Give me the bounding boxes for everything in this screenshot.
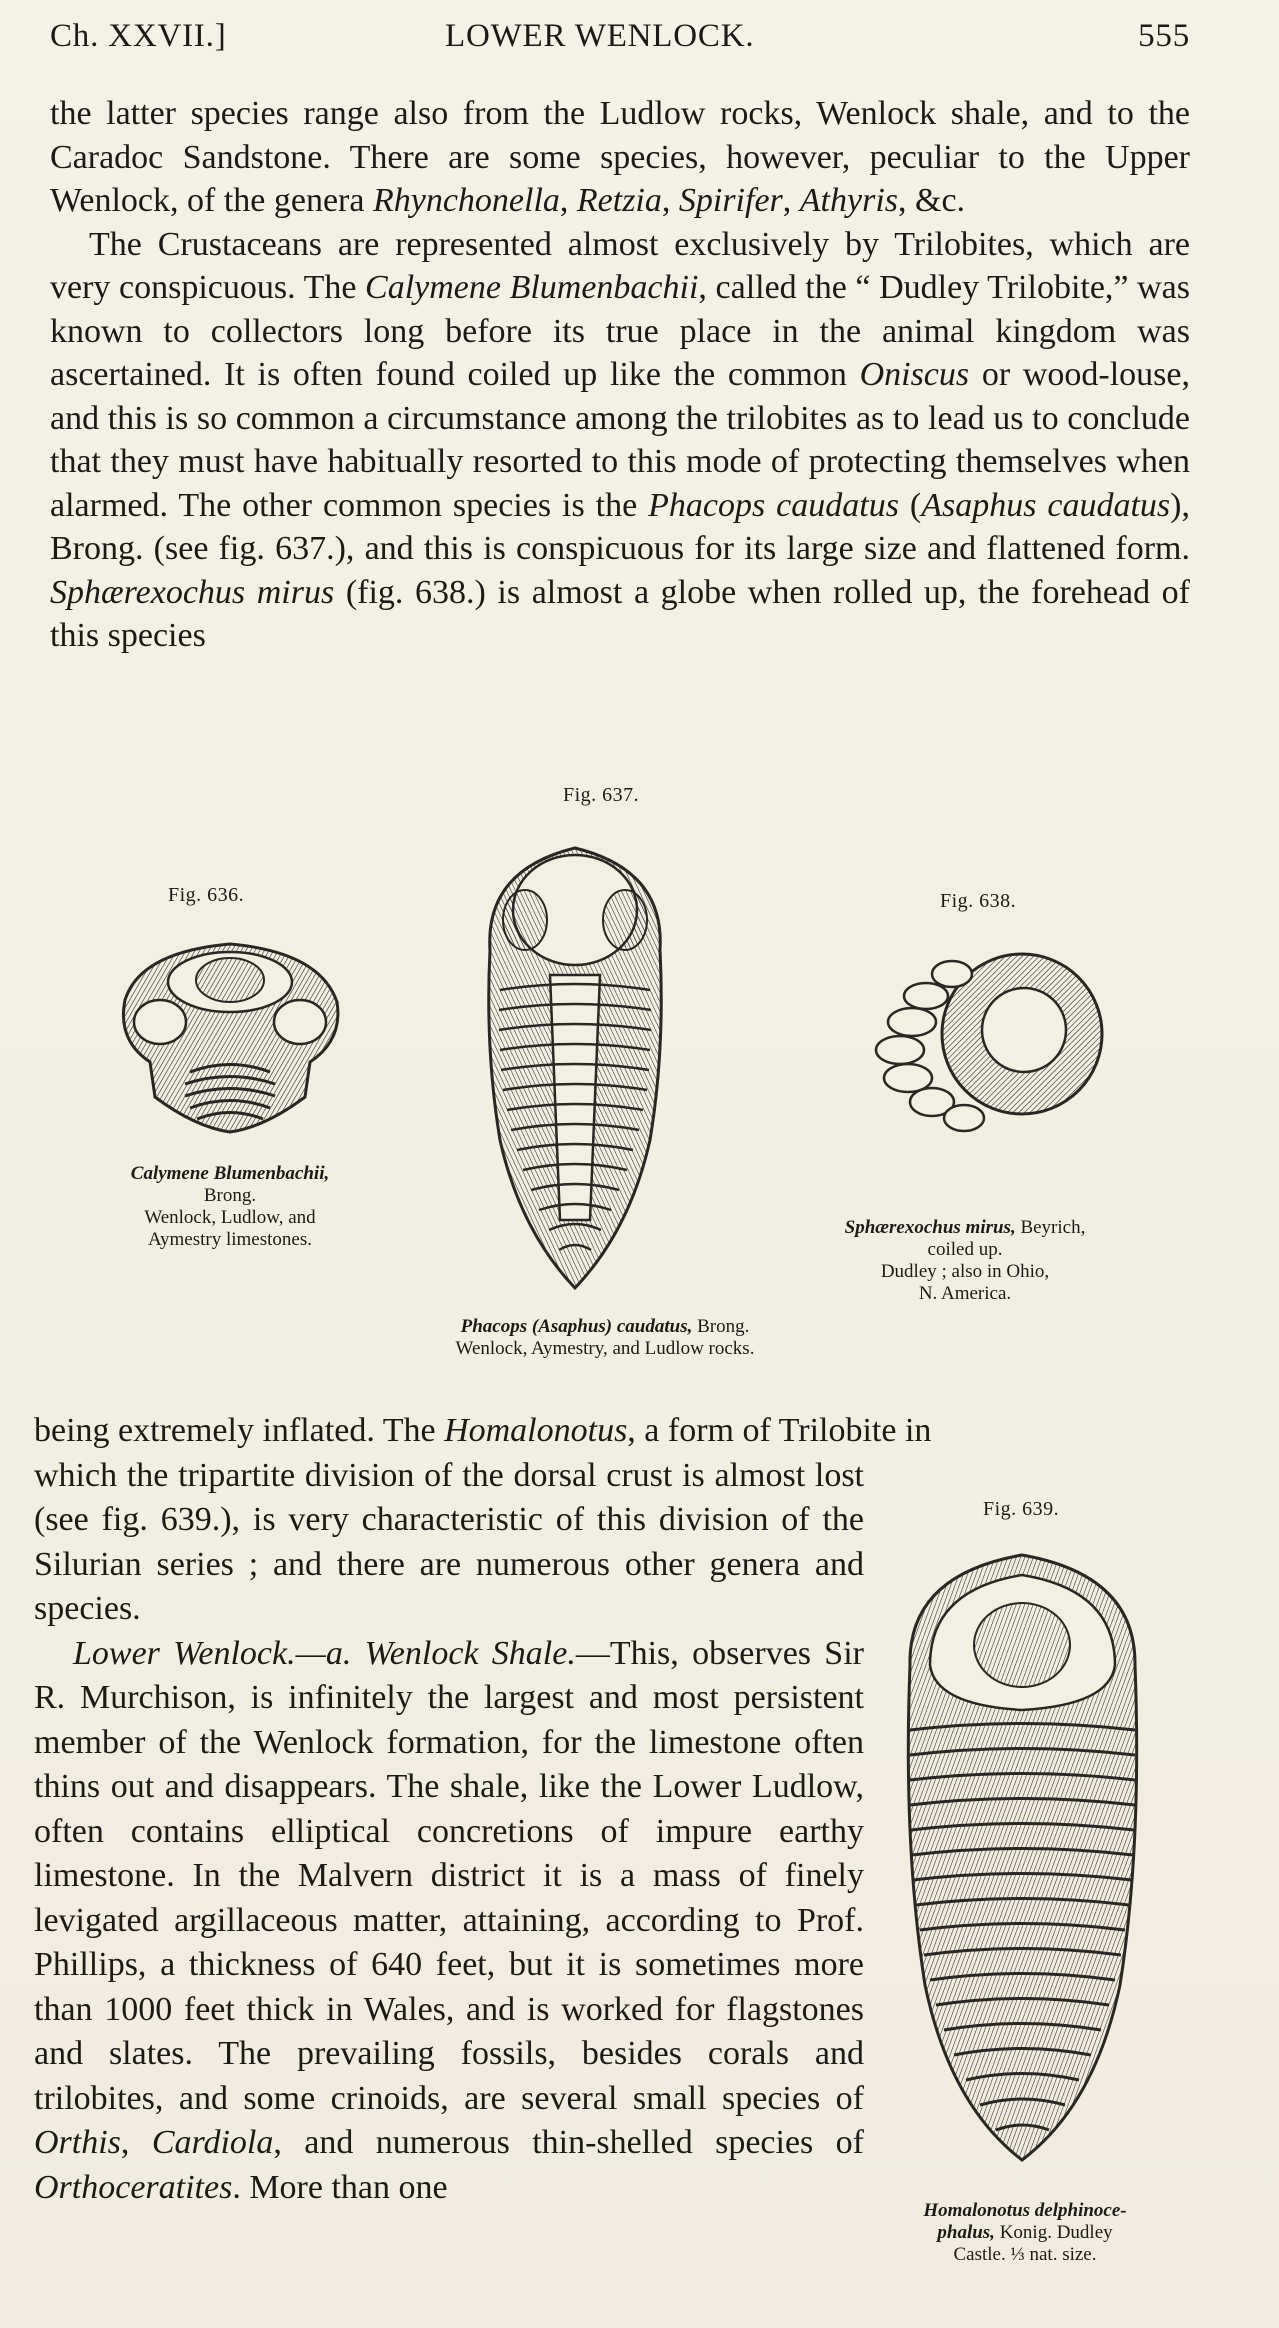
fig-636-label: Fig. 636. [168,884,245,906]
paragraph-3-first-line [34,1409,1179,1454]
text-run: . More than one [232,2168,448,2206]
genus-name: Rhynchonella [372,182,560,219]
caption-species: Phacops (Asaphus) caudatus, [460,1316,693,1337]
caption-author: Brong. [692,1316,750,1337]
genus-name: Cardiola [151,2124,274,2161]
caption-species-line [370,1316,840,1338]
text-run: or wood-louse, and this is so common a circumstance among the trilobites as to lead us to conclude that they must have habitually resorted to this mode of protecting themselves when alarmed. The other common species is the [50,356,1191,524]
genus-name: Retzia [576,182,662,219]
text-run: —This, observes Sir R. Murchison, is infinitely the largest and most persistent member of the Wenlock formation, for the limestone often thins out and disappears. The shale, like the Lower Ludlow, often contains elliptical concretions of impure earthy limestone. In the Malvern district it is a mass of finely levigated argillaceous matter, attaining, according to Prof. Phillips, a thickness of 640 feet, but it is sometimes more than 1000 feet thick in Wales, and is worked for flagstones and slates. The prevailing fossils, besides corals and trilobites, and some crinoids, are several small species of [34,1634,864,2117]
text-run: the latter species range also from the Ludlow rocks, Wenlock shale, and to the Caradoc Sandstone. There are some species, however, peculiar to the Upper Wenlock, of the genera [50,95,1190,219]
paragraph-4 [34,1632,864,2211]
genus-name: Orthoceratites [34,2168,233,2206]
genus-name: Oniscus [859,356,970,393]
fig-636-image [105,922,355,1152]
caption-author: Brong. [203,1185,257,1206]
text-run: , a form of Trilobite in [627,1412,932,1449]
species-name: Phacops caudatus [648,486,899,524]
text-run: , and numerous thin-shelled species of [273,2124,864,2161]
text-run: , [559,182,577,219]
fig-636-caption [75,1163,385,1251]
caption-species: Calymene Blumenbachii, [130,1163,330,1184]
fig-638-caption [775,1217,1155,1305]
fig-639-label: Fig. 639. [983,1498,1060,1520]
caption-locality: Dudley ; also in Ohio, [880,1261,1050,1282]
page-number: 555 [1138,18,1190,54]
fig-639-image [880,1545,1165,2170]
running-head [50,18,1190,70]
species-name: Asaphus caudatus [921,486,1171,524]
lower-text [34,1409,932,2210]
caption-locality: N. America. [918,1283,1012,1304]
caption-species-line [870,2222,1180,2244]
text-run: ), Brong. (see fig. 637.), and this is conspicuous for its large size and flattened form. [50,486,1190,567]
fig-637-caption [370,1316,840,1360]
trilobite-homalonotus-illustration [880,1545,1165,2170]
caption-note: coiled up. [927,1239,1003,1260]
fig-638-image [872,942,1112,1137]
paragraph-1 [50,92,1190,223]
genus-name: Spirifer [678,182,783,219]
text-run: ( [898,486,922,524]
paragraph-3: which the tripartite division of the dorsal crust is almost lost (see fig. 639.), is very characteristic of this division of the Silurian series ; and there are numerous other genera and species. [34,1456,864,1627]
section-heading: Lower Wenlock.—a. Wenlock Shale. [73,1634,576,1672]
chapter-label: Ch. XXVII.] [50,18,227,54]
fig-639-caption [870,2200,1180,2266]
text-run: The Crustaceans are represented almost exclusively by Trilobites, which are very conspicuous. The [50,225,1190,306]
species-name: Sphærexochus mirus [50,573,335,611]
text-run: , [661,182,679,219]
fig-637-image [465,840,685,1300]
caption-species: Sphærexochus mirus, [844,1217,1016,1238]
caption-species-line [775,1217,1155,1239]
paragraph-2 [50,223,1190,658]
caption-locality: Aymestry limestones. [148,1229,312,1250]
page-title: LOWER WENLOCK. [445,18,755,54]
main-text [50,92,1190,658]
trilobite-enrolled-illustration [105,922,355,1152]
species-name: Calymene Blumenbachii [365,269,699,306]
caption-locality: Castle. ⅓ nat. size. [953,2244,1097,2265]
caption-author: Konig. Dudley [994,2222,1113,2243]
genus-name: Homalonotus [444,1412,628,1449]
text-run: , [782,182,800,219]
trilobite-coiled-illustration [872,942,1112,1137]
text-run: being extremely inflated. The [34,1412,445,1449]
caption-author: Beyrich, [1015,1217,1086,1238]
trilobite-phacops-illustration [465,840,685,1300]
caption-species: Homalonotus delphinoce- [923,2200,1127,2221]
fig-637-label: Fig. 637. [563,784,640,806]
text-run: , called the “ Dudley Trilobite,” was known to collectors long before its true place in the animal kingdom was ascertained. It is often found coiled up like the common [50,269,1190,393]
genus-name: Orthis [34,2124,121,2161]
text-run: (fig. 638.) is almost a globe when rolled up, the forehead of this species [50,573,1190,654]
fig-638-label: Fig. 638. [940,890,1017,912]
genus-name: Athyris [799,182,898,219]
text-run: , [120,2124,152,2161]
caption-species: phalus, [937,2222,995,2243]
caption-locality: Wenlock, Ludlow, and [144,1207,316,1228]
text-run: , &c. [898,182,966,219]
caption-locality: Wenlock, Aymestry, and Ludlow rocks. [455,1338,755,1359]
